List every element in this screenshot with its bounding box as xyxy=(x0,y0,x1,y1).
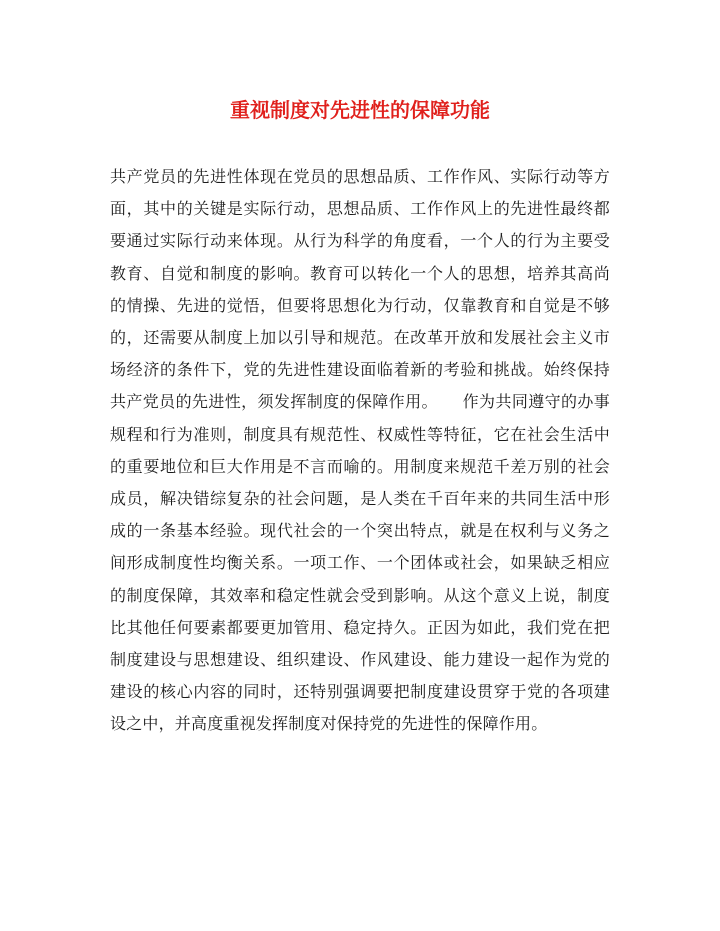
document-title: 重视制度对先进性的保障功能 xyxy=(230,98,490,122)
body-paragraph: 共产党员的先进性体现在党员的思想品质、工作作风、实际行动等方面，其中的关键是实际行动，思想品质、工作作风上的先进性最终都要通过实际行动来体现。从行为科学的角度看，一个人的行为主要受教育、自觉和制度的影响。教育可以转化一个人的思想，培养其高尚的情操、先进的觉悟，但要将思想化为行动，仅靠教育和自觉是不够的，还需要从制度上加以引导和规范。在改革开放和发展社会主义市场经济的条件下，党的先进性建设面临着新的考验和挑战。始终保持共产党员的先进性，须发挥制度的保障作用。 作为共同遵守的办事规程和行为准则，制度具有规范性、权威性等特征，它在社会生活中的重要地位和巨大作用是不言而喻的。用制度来规范千差万别的社会成员，解决错综复杂的社会问题，是人类在千百年来的共同生活中形成的一条基本经验。现代社会的一个突出特点，就是在权利与义务之间形成制度性均衡关系。一项工作、一个团体或社会，如果缺乏相应的制度保障，其效率和稳定性就会受到影响。从这个意义上说，制度比其他任何要素都要更加管用、稳定持久。正因为如此，我们党在把制度建设与思想建设、组织建设、作风建设、能力建设一起作为党的建设的核心内容的同时，还特别强调要把制度建设贯穿于党的各项建设之中，并高度重视发挥制度对保持党的先进性的保障作用。 xyxy=(110,167,610,734)
